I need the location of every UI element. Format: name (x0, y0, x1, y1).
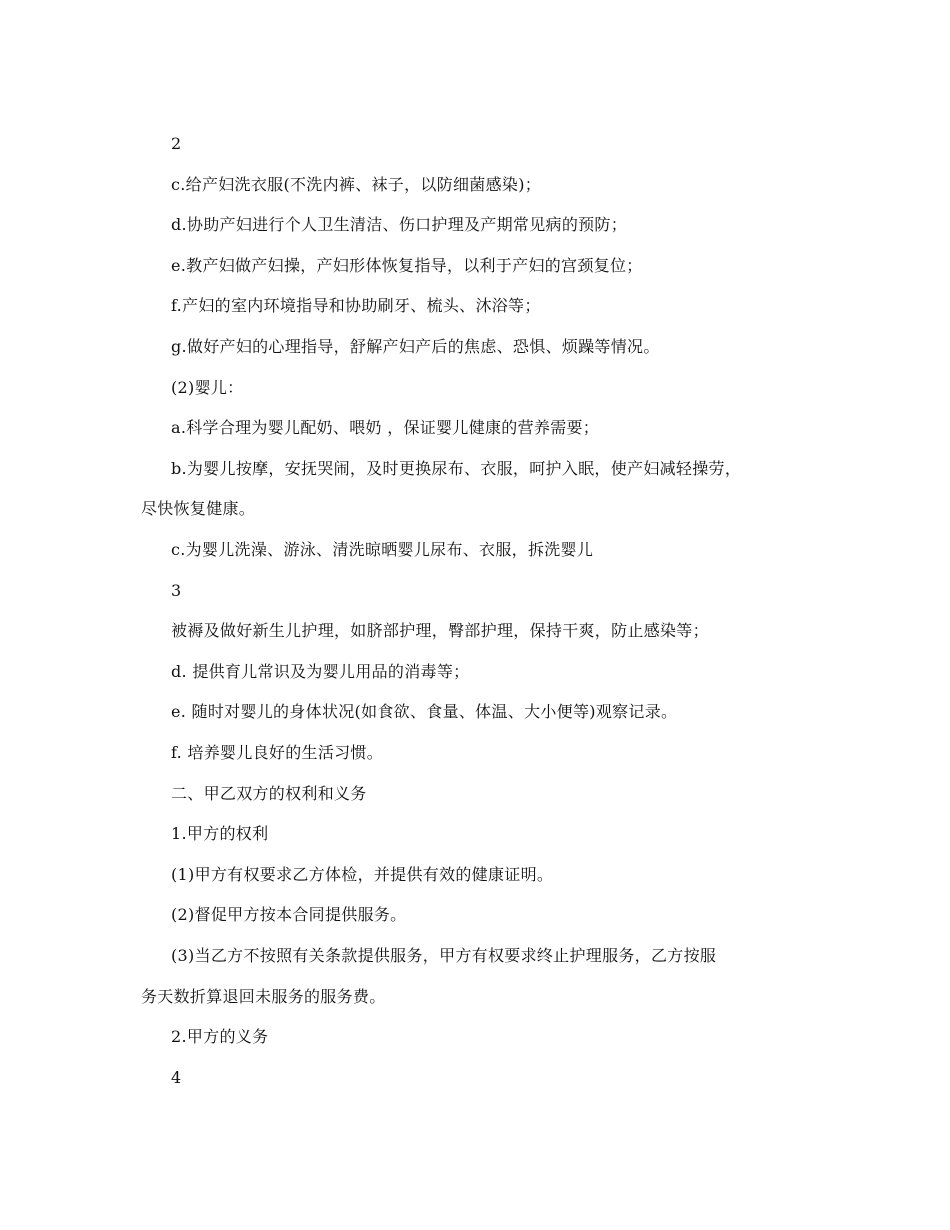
list-item-b: b.为婴儿按摩，安抚哭闹，及时更换尿布、衣服，呵护入眠，使产妇减轻操劳， (171, 459, 742, 478)
list-item-c-infant: c.为婴儿洗澡、游泳、清洗晾晒婴儿尿布、衣服，拆洗婴儿 (171, 540, 594, 559)
section-heading-infant: (2)婴儿： (171, 378, 244, 397)
list-item-c: c.给产妇洗衣服(不洗内裤、袜子，以防细菌感染)； (171, 175, 542, 194)
list-item-b-continued: 尽快恢复健康。 (141, 499, 256, 518)
subsection-heading-party-a-duties: 2.甲方的义务 (171, 1027, 269, 1046)
list-item-d-infant: d. 提供育儿常识及为婴儿用品的消毒等； (171, 662, 470, 681)
list-item-e: e.教产妇做产妇操，产妇形体恢复指导，以利于产妇的宫颈复位； (171, 256, 643, 275)
page-number: 4 (171, 1068, 182, 1087)
list-item-a: a.科学合理为婴儿配奶、喂奶 ，保证婴儿健康的营养需要； (171, 418, 600, 437)
list-item-e-infant: e. 随时对婴儿的身体状况(如食欲、食量、体温、大小便等)观察记录。 (171, 702, 678, 721)
list-item-f-infant: f. 培养婴儿良好的生活习惯。 (171, 743, 384, 762)
clause-3-continued: 务天数折算退回未服务的服务费。 (141, 987, 386, 1006)
subsection-heading-party-a-rights: 1.甲方的权利 (171, 824, 269, 843)
section-heading-rights: 二、甲乙双方的权利和义务 (171, 784, 367, 803)
list-item-d: d.协助产妇进行个人卫生清洁、伤口护理及产期常见病的预防； (171, 215, 628, 234)
list-item-f: f.产妇的室内环境指导和协助刷牙、梳头、沐浴等； (171, 296, 541, 315)
clause-3: (3)当乙方不按照有关条款提供服务，甲方有权要求终止护理服务，乙方按服 (171, 946, 717, 965)
page-number: 3 (171, 581, 182, 600)
list-item-c-continued: 被褥及做好新生儿护理，如脐部护理，臀部护理，保持干爽，防止感染等； (171, 621, 709, 640)
clause-1: (1)甲方有权要求乙方体检，并提供有效的健康证明。 (171, 865, 554, 884)
clause-2: (2)督促甲方按本合同提供服务。 (171, 905, 407, 924)
page-number: 2 (171, 134, 182, 153)
list-item-g: g.做好产妇的心理指导，舒解产妇产后的焦虑、恐惧、烦躁等情况。 (171, 337, 660, 356)
